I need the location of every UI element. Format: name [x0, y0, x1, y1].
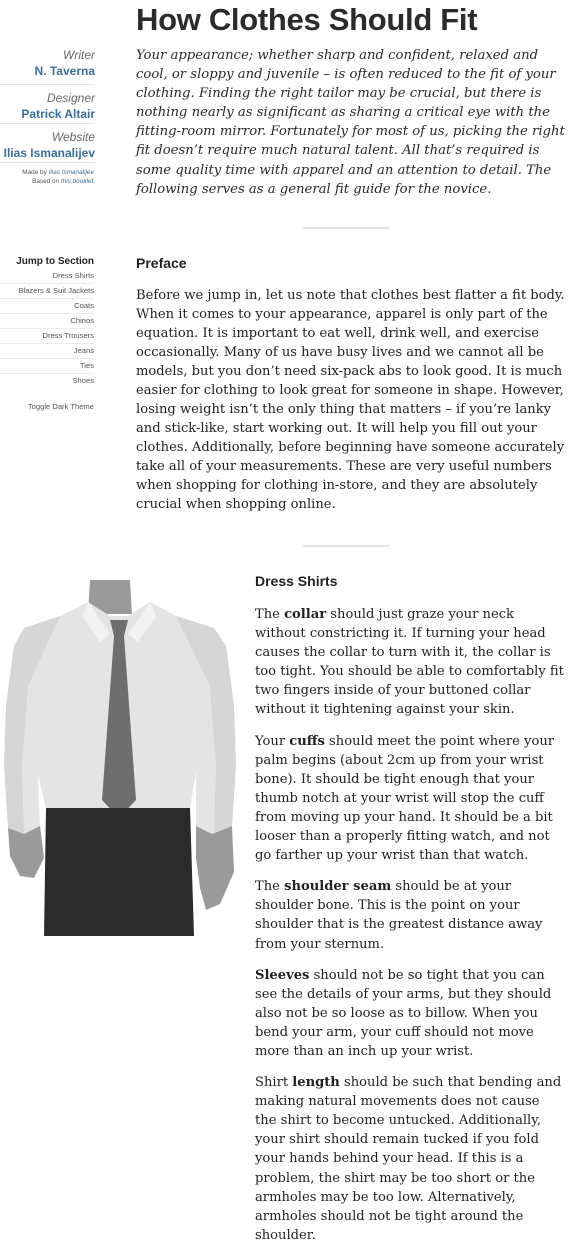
credit-name[interactable]: Patrick Altair — [21, 107, 95, 121]
made-by-link[interactable]: Ilias Ismanalijev. — [48, 169, 95, 176]
credit-role: Website — [51, 130, 95, 144]
paragraph-length: Shirt length should be such that bending and making natural movements does not cause the shirt to become untucked. Additionally, your shirt should remain tucked if you fold your hands behind your head. If this is a problem, the shirt may be too short or the armholes may be too low. Alternatively, armholes should not be tight around the shoulder. — [255, 1075, 562, 1243]
credit-designer — [0, 85, 95, 124]
nav-item-dress-trousers[interactable]: Dress Trousers — [0, 329, 94, 344]
paragraph-sleeves: Sleeves should not be so tight that you can see the details of your arms, but they should also not be so loose as to billow. When you bend your arm, your cuff should not move more than an inch up your wrist. — [255, 967, 552, 1059]
section-nav — [0, 255, 94, 412]
nav-item-blazers[interactable]: Blazers & Suit Jackets — [0, 284, 94, 299]
section-divider — [303, 545, 389, 547]
made-by-note — [0, 168, 95, 186]
term-sleeves: Sleeves — [255, 967, 310, 983]
term-cuffs: cuffs — [289, 733, 325, 749]
intro-text: Your appearance; whether sharp and confident, relaxed and cool, or sloppy and juvenile – is often reduced to the fit of your clothing. Finding the right tailor may be crucial, but there is nothing nearly as significant as sharing a critical eye with the fitting-room mirror. Fortunately for most of us, picking the right fit doesn’t require much natural talent. All that’s required is some quality time with apparel and an attention to detail. The following serves as a general fit guide for the novice. — [136, 48, 565, 197]
nav-item-shoes[interactable]: Shoes — [72, 376, 94, 385]
figure-right-hand — [196, 826, 234, 910]
page-title: How Clothes Should Fit — [136, 2, 478, 37]
credit-role: Writer — [63, 48, 95, 62]
nav-item-chinos[interactable]: Chinos — [0, 314, 94, 329]
credit-name[interactable]: Ilias Ismanalijev — [3, 146, 95, 160]
nav-item-dress-shirts[interactable]: Dress Shirts — [0, 269, 94, 284]
term-collar: collar — [284, 607, 327, 622]
made-by-prefix: Made by — [22, 169, 47, 176]
preface-heading: Preface — [136, 255, 187, 271]
credit-name[interactable]: N. Taverna — [34, 64, 95, 78]
dress-shirts-content — [255, 605, 565, 1257]
nav-item-jeans[interactable]: Jeans — [0, 344, 94, 359]
figure-left-hand — [8, 826, 44, 878]
preface-text: Before we jump in, let us note that clothes best flatter a fit body. When it comes to your appearance, apparel is only part of the equation. It is important to eat well, drink well, and exercise occasionally. Many of us have busy lives and we cannot all be models, but you don’t need six-pack abs to look good. It is much easier for clothing to look great for someone in shape. However, losing weight isn’t the only thing that matters – if you’re lanky and stick-like, start working out. It will help you fill out your clothes. Additionally, before beginning have someone accurately take all of your measurements. These are very useful numbers when shopping for clothing in-store, and they are absolutely crucial when shopping online. — [136, 288, 565, 512]
credit-role: Designer — [46, 91, 95, 105]
nav-item-ties[interactable]: Ties — [0, 359, 94, 374]
dress-shirts-heading: Dress Shirts — [255, 573, 338, 589]
nav-item-coats[interactable]: Coats — [0, 299, 94, 314]
section-divider — [303, 227, 389, 229]
nav-heading: Jump to Section — [16, 256, 94, 267]
credits-panel — [0, 46, 95, 186]
based-on-prefix: Based on — [32, 178, 60, 185]
credit-website — [0, 124, 95, 163]
paragraph-cuffs: Your cuffs should meet the point where your palm begins (about 2cm up from your wrist bone). It should be tight enough that your thumb notch at your wrist will stop the cuff from moving up your hand. It should be a bit looser than a properly fitting watch, and not go farther up your wrist than that watch. — [255, 733, 555, 864]
figure-trousers — [44, 808, 194, 936]
toggle-dark-theme-button[interactable]: Toggle Dark Theme — [27, 402, 94, 411]
credit-writer — [0, 46, 95, 85]
paragraph-collar: The collar should just graze your neck without constricting it. If turning your head causes the collar to turn with it, the collar is too tight. You should be able to comfortably fit two fingers inside of your buttoned collar without it tightening against your skin. — [255, 607, 564, 718]
term-length: length — [292, 1075, 340, 1091]
term-shoulder-seam: shoulder seam — [284, 879, 392, 895]
shirt-figure-icon — [0, 576, 238, 936]
paragraph-shoulder-seam: The shoulder seam should be at your shoulder bone. This is the point on your shoulder that is the greatest distance away from your sternum. — [255, 879, 543, 952]
booklet-link[interactable]: this booklet. — [60, 178, 95, 185]
dress-shirt-illustration — [0, 576, 238, 936]
